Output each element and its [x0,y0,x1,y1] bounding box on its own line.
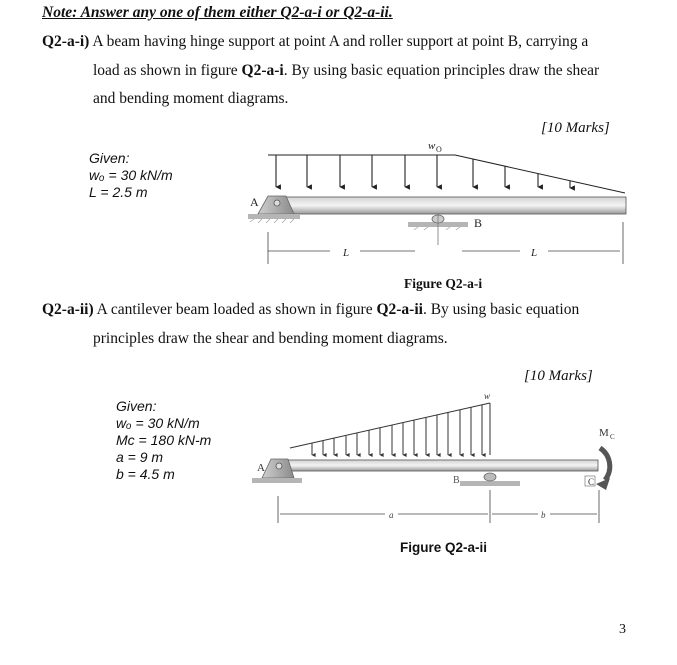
q1-load-sub: O [436,145,442,154]
q2-point-c: C [588,477,595,487]
q1-figure-caption: Figure Q2-a-i [404,276,483,291]
q2-line1-end: . By using basic equation [422,301,580,318]
q1-dim-l2: L [531,247,538,259]
q2-given-w: wₒ = 30 kN/m [116,415,200,431]
q1-point-a: A [250,195,259,209]
q2-moment-arc [600,448,610,480]
q1-marks: [10 Marks] [541,120,610,136]
q2-line2: principles draw the shear and bending moment diagrams. [93,330,448,347]
q2-moment-sub: C [610,433,615,441]
page-number: 3 [619,622,626,637]
note-heading: Note: Answer any one of them either Q2-a-i or Q2-a-ii. [42,4,393,21]
q2-dim-a: a [389,510,394,520]
q1-point-b: B [474,216,483,230]
q2-load-label: w [484,391,491,401]
q2-fig-ref: Q2-a-ii [376,301,423,318]
q2-dimension-line [278,490,599,523]
q2-roller-support-b [460,473,520,486]
q2-point-a: A [257,462,265,474]
q1-line2-text: load as shown in figure [93,62,242,79]
q1-line1-text: A beam having hinge support at point A and roller support at point B, carrying a [89,33,589,50]
q2-marks: [10 Marks] [524,368,593,384]
q1-dim-l1: L [343,247,350,259]
q1-label: Q2-a-i) [42,33,90,50]
q1-fig-ref: Q2-a-i [241,62,284,79]
q2-given-b: b = 4.5 m [116,466,175,482]
q1-given-w: wₒ = 30 kN/m [89,167,173,183]
q1-line2-end: . By using basic equation principles draw the shear [283,62,600,79]
q2-given-a: a = 9 m [116,449,164,465]
q2-given-mc: Mc = 180 kN-m [116,432,212,448]
q2-moment-arrowhead [596,478,610,490]
q2-line1-text: A cantilever beam loaded as shown in figure [93,301,377,318]
q2-given-title: Given: [116,398,157,414]
q2-moment-label: M [599,427,609,439]
q1-load-label: w [428,140,436,152]
q2-beam [278,460,598,471]
q1-given-l: L = 2.5 m [89,184,148,200]
q1-given-title: Given: [89,150,130,166]
q2-dim-b: b [541,510,546,520]
q2-point-b: B [453,475,460,486]
q2-distributed-load [290,403,490,455]
q2-label: Q2-a-ii) [42,301,94,318]
q2-figure-caption: Figure Q2-a-ii [400,540,488,555]
q1-line3: and bending moment diagrams. [93,90,289,107]
